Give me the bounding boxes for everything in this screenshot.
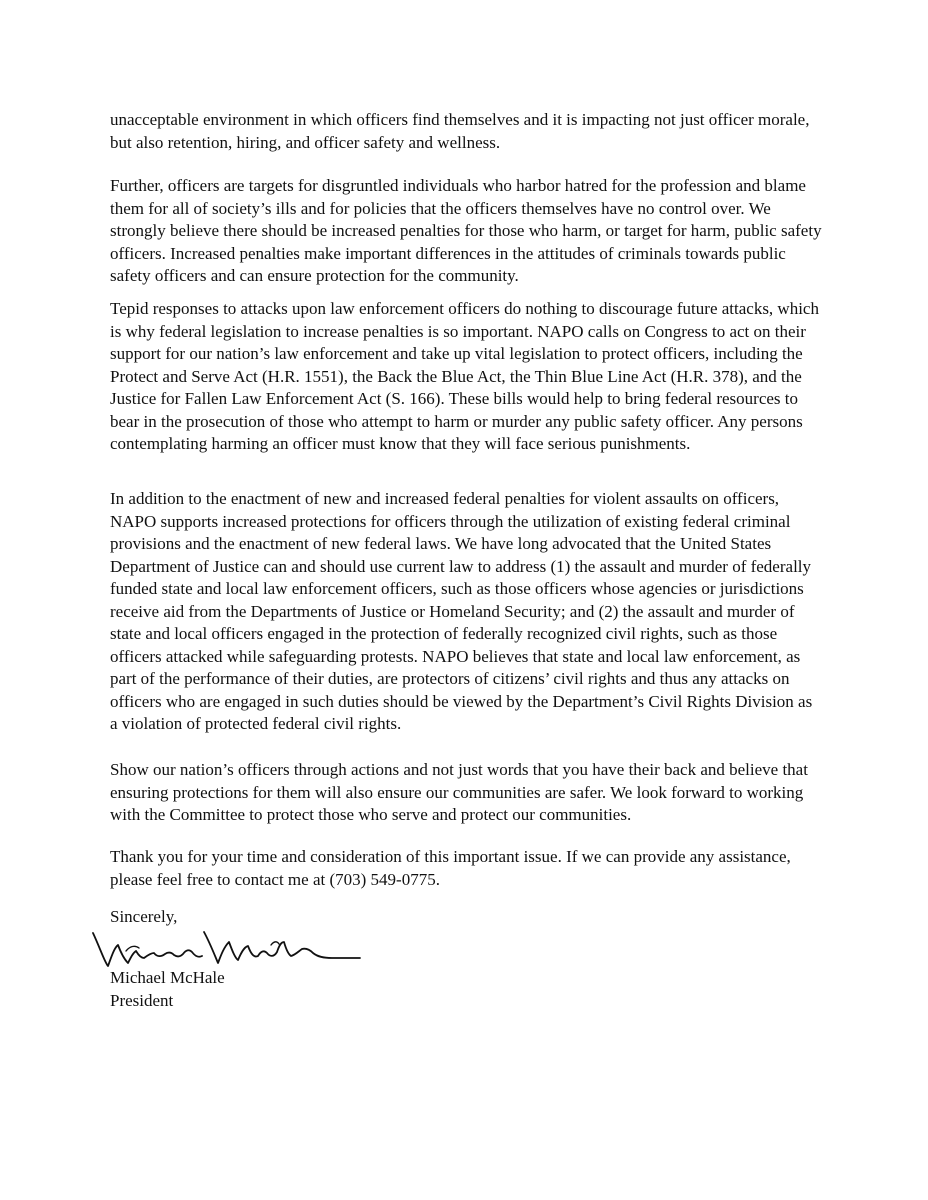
letter-closing: Sincerely, [110, 907, 178, 926]
body-paragraph-2: Further, officers are targets for disgruntled individuals who harbor hatred for the profession and blame them for all of society’s ills and for policies that the officers themselves have no control over. We strongly believe there should be increased penalties for those who harm, or target for harm, public safety officers. Increased penalties make important differences in the attitudes of criminals towards public safety officers and can ensure protection for the community. [110, 176, 822, 285]
body-paragraph-1: unacceptable environment in which officers find themselves and it is impacting not just officer morale, but also retention, hiring, and officer safety and wellness. [110, 110, 810, 152]
body-paragraph-3: Tepid responses to attacks upon law enforcement officers do nothing to discourage future attacks, which is why federal legislation to increase penalties is so important. NAPO calls on Congress to act on their support for our nation’s law enforcement and take up vital legislation to protect officers, including the Protect and Serve Act (H.R. 1551), the Back the Blue Act, the Thin Blue Line Act (H.R. 378), and the Justice for Fallen Law Enforcement Act (S. 166). These bills would help to bring federal resources to bear in the prosecution of those who attempt to harm or murder any public safety officer. Any persons contemplating harming an officer must know that they will face serious punishments. [110, 299, 819, 453]
body-paragraph-4: In addition to the enactment of new and increased federal penalties for violent assaults on officers, NAPO supports increased protections for officers through the utilization of existing federal criminal provisions and the enactment of new federal laws. We have long advocated that the United States Department of Justice can and should use current law to address (1) the assault and murder of federally funded state and local law enforcement officers, such as those officers whose agencies or jurisdictions receive aid from the Departments of Justice or Homeland Security; and (2) the assault and murder of state and local officers engaged in the protection of federally recognized civil rights, such as those officers attacked while safeguarding protests. NAPO believes that state and local law enforcement, as part of the performance of their duties, are protectors of citizens’ civil rights and thus any attacks on officers who are engaged in such duties should be viewed by the Department’s Civil Rights Division as a violation of protected federal civil rights. [110, 489, 813, 733]
signer-title: President [110, 991, 174, 1010]
body-paragraph-6: Thank you for your time and consideration of this important issue. If we can provide any assistance, please feel free to contact me at (703) 549-0775. [110, 847, 791, 889]
signer-name: Michael McHale [110, 968, 225, 987]
body-paragraph-5: Show our nation’s officers through actions and not just words that you have their back and believe that ensuring protections for them will also ensure our communities are safer. We look forward to working with the Committee to protect those who serve and protect our communities. [110, 760, 808, 824]
